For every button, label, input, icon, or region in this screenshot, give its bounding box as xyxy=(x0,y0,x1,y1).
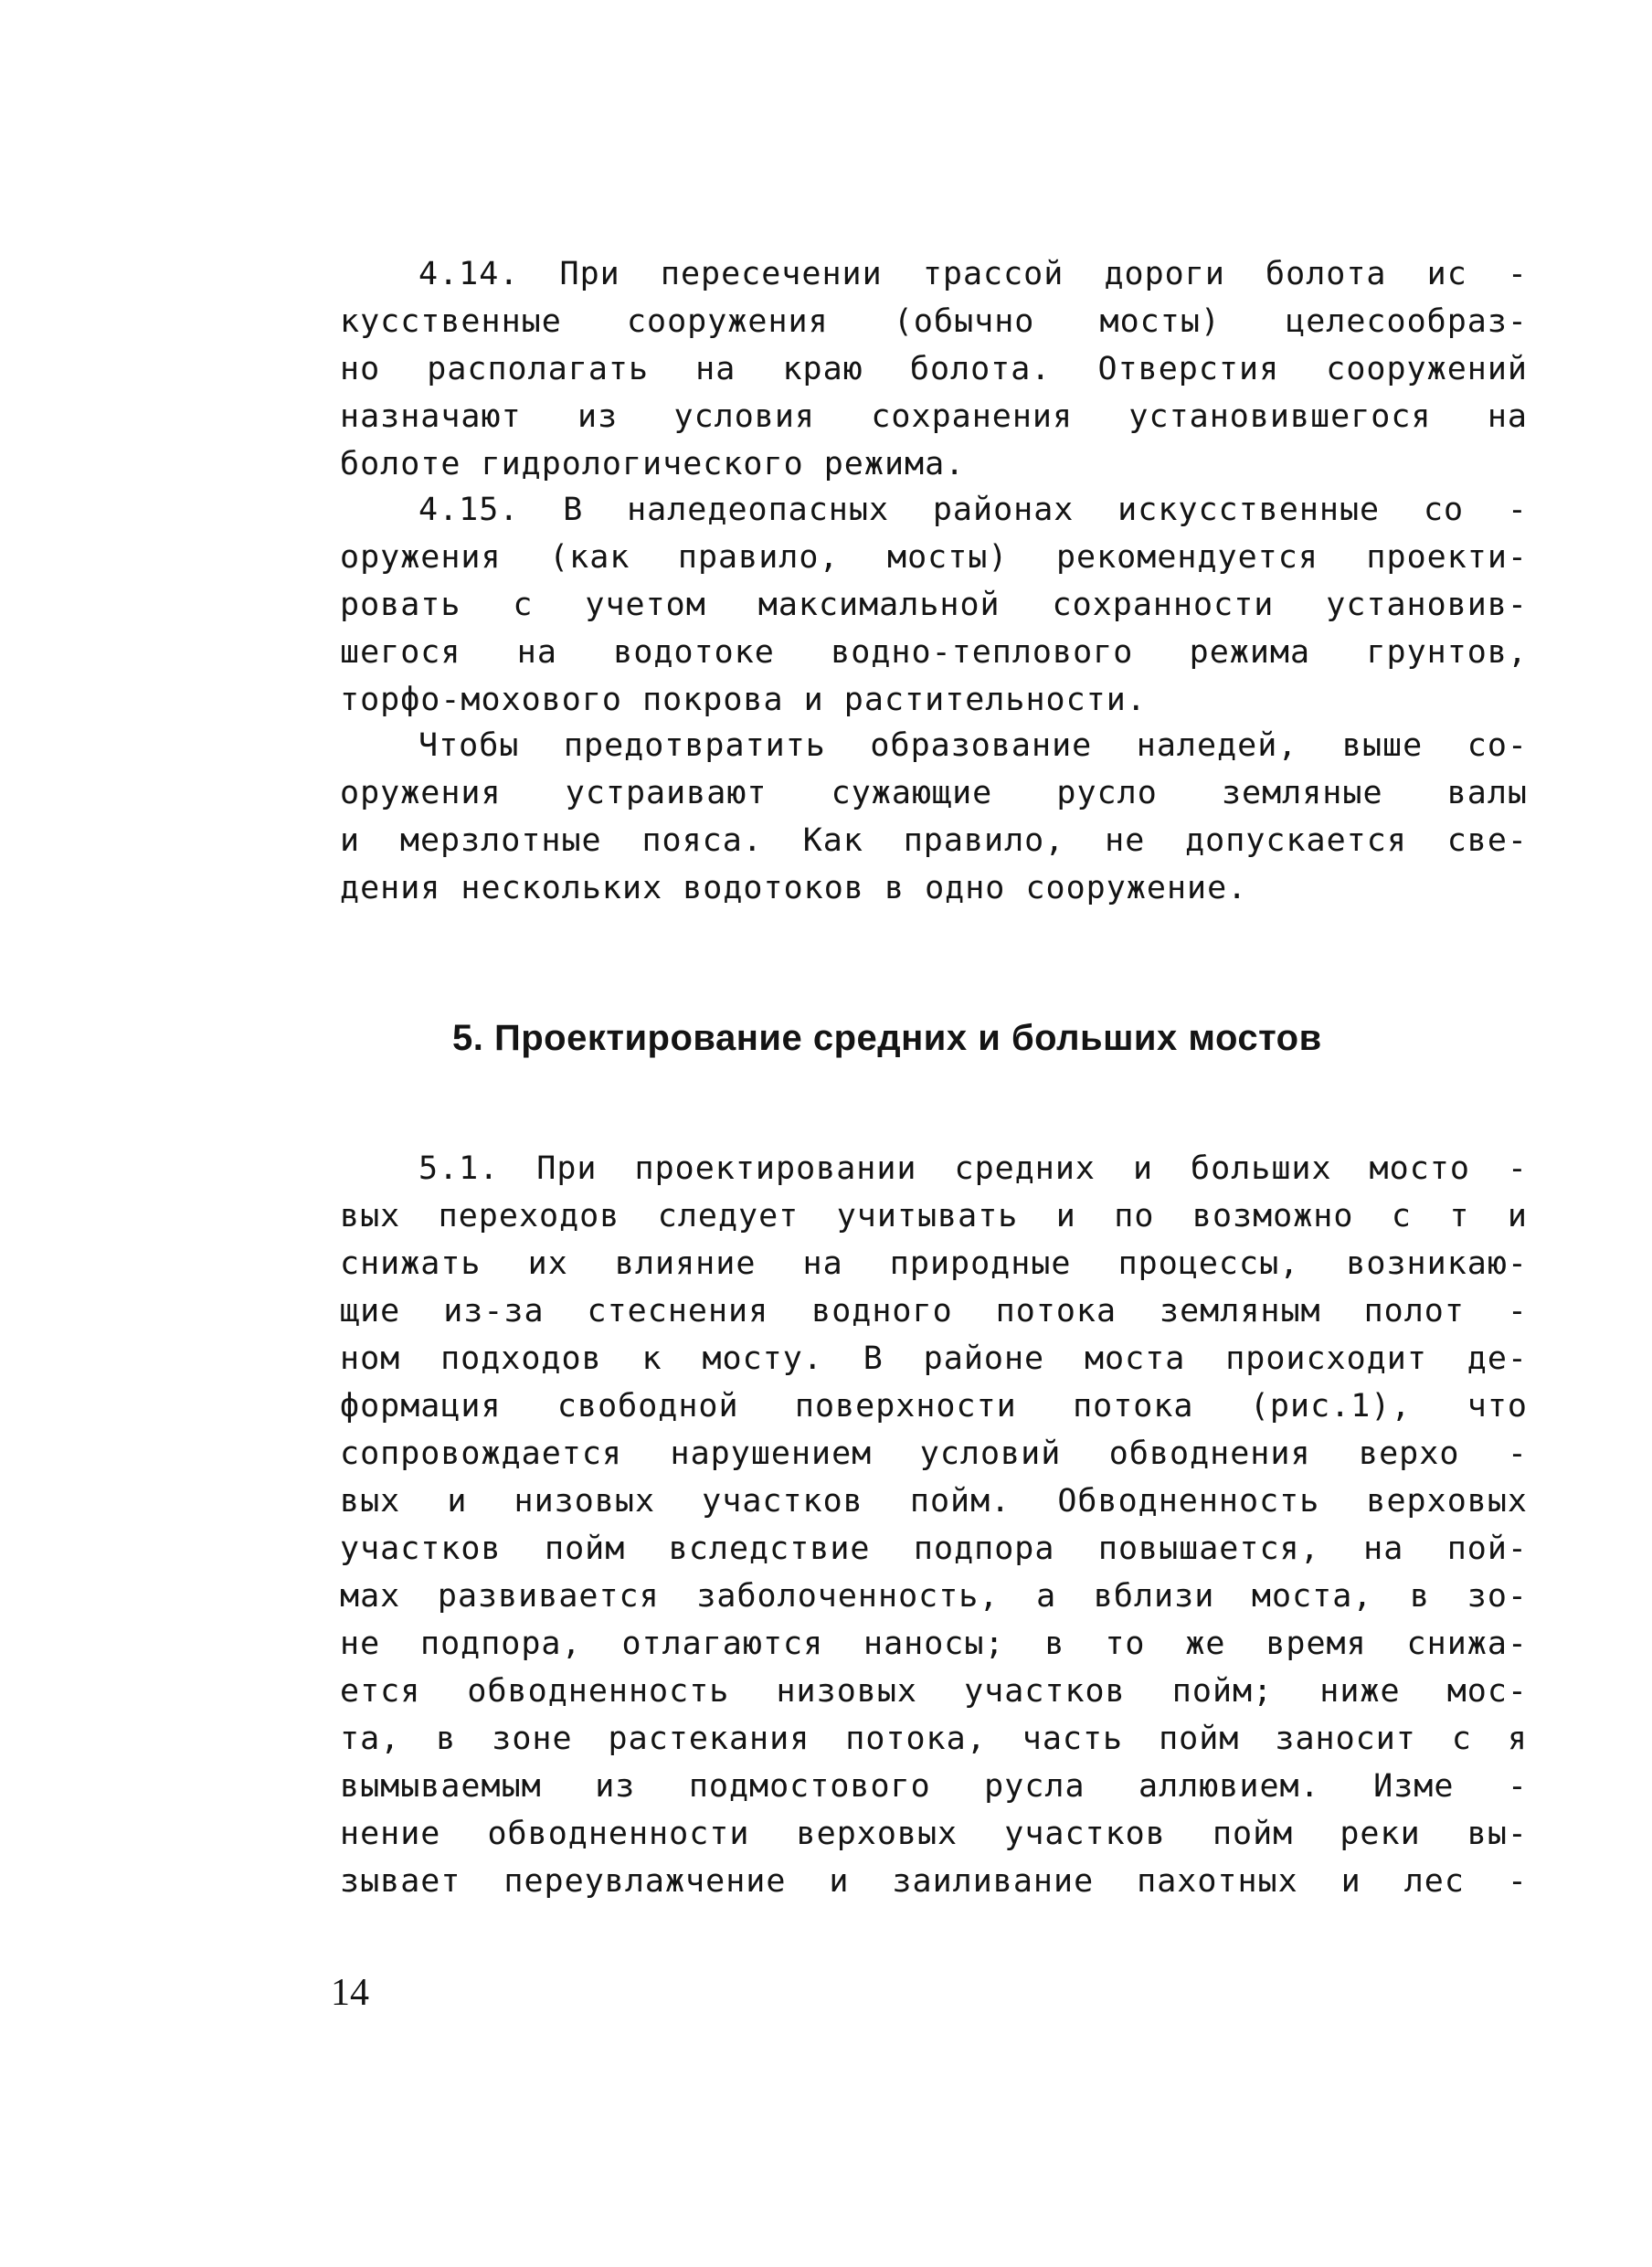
text-line: кусственные сооружения (обычно мосты) целесообраз- xyxy=(340,303,1528,340)
text-line: не подпора, отлагаются наносы; в то же время снижа- xyxy=(340,1626,1528,1662)
text-line: вымываемым из подмостового русла аллювием. Изме - xyxy=(340,1768,1528,1805)
text-line: ном подходов к мосту. В районе моста происходит де- xyxy=(340,1340,1528,1377)
text-line: но располагать на краю болота. Отверстия сооружений xyxy=(340,351,1528,387)
page-number: 14 xyxy=(331,1972,369,2014)
text-line: оружения устраивают сужающие русло земляные валы xyxy=(340,775,1528,811)
text-line: ется обводненность низовых участков пойм; ниже мос- xyxy=(340,1673,1528,1710)
text-line: 4.14. При пересечении трассой дороги болота ис - xyxy=(418,256,1528,292)
text-line: щие из-за стеснения водного потока земляным полот - xyxy=(340,1293,1528,1329)
text-line: вых и низовых участков пойм. Обводненность верховых xyxy=(340,1483,1528,1520)
text-line: вых переходов следует учитывать и по возможно с т и xyxy=(340,1198,1528,1234)
section-heading: 5. Проектирование средних и больших мостов xyxy=(452,1018,1322,1058)
text-line: Чтобы предотвратить образование наледей, выше со- xyxy=(418,727,1528,764)
text-line: зывает переувлажчение и заиливание пахотных и лес - xyxy=(340,1863,1528,1900)
text-line: снижать их влияние на природные процессы, возникаю- xyxy=(340,1245,1528,1282)
text-line: и мерзлотные пояса. Как правило, не допускается све- xyxy=(340,822,1528,859)
text-line: 5.1. При проектировании средних и больших мосто - xyxy=(418,1150,1528,1187)
text-line: мах развивается заболоченность, а вблизи моста, в зо- xyxy=(340,1578,1528,1615)
text-line: назначают из условия сохранения установившегося на xyxy=(340,398,1528,435)
text-line: болоте гидрологического режима. xyxy=(340,446,966,482)
text-line: нение обводненности верховых участков пойм реки вы- xyxy=(340,1816,1528,1852)
text-line: торфо-мохового покрова и растительности. xyxy=(340,682,1147,718)
text-line: участков пойм вследствие подпора повышается, на пой- xyxy=(340,1531,1528,1567)
text-line: дения нескольких водотоков в одно сооружение. xyxy=(340,870,1248,906)
text-line: сопровождается нарушением условий обводнения верхо - xyxy=(340,1435,1528,1472)
text-line: формация свободной поверхности потока (рис.1), что xyxy=(340,1388,1528,1425)
text-line: шегося на водотоке водно-теплового режима грунтов, xyxy=(340,634,1528,671)
text-line: оружения (как правило, мосты) рекомендуется проекти- xyxy=(340,539,1528,576)
text-line: ровать с учетом максимальной сохранности установив- xyxy=(340,587,1528,623)
section-4-15 xyxy=(340,486,1528,724)
paragraph-naledi xyxy=(340,722,1528,912)
text-line: та, в зоне растекания потока, часть пойм заносит с я xyxy=(340,1721,1528,1757)
section-5-1 xyxy=(340,1145,1528,1905)
text-line: 4.15. В наледеопасных районах искусственные со - xyxy=(418,492,1528,528)
section-4-14 xyxy=(340,250,1528,488)
